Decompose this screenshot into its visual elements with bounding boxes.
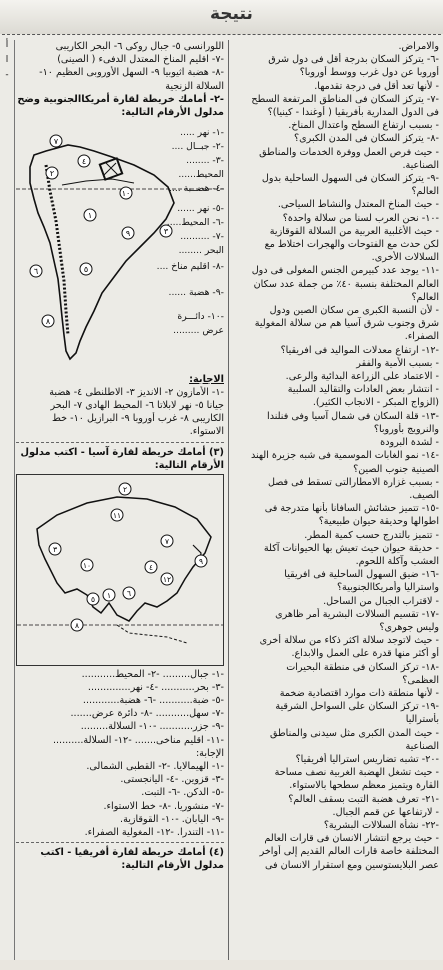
edge-glyph [0, 760, 14, 775]
map-label: -٦- المحيط..... [166, 216, 224, 228]
text-line: - بسبب الأمية والفقر [356, 357, 439, 369]
edge-glyph [0, 685, 14, 700]
edge-glyph [0, 655, 14, 670]
section-divider-2 [16, 842, 224, 843]
text-line: الكاريبى ٨- غرب أوروبا ٩- البرازيل ١٠- خط [52, 413, 224, 425]
edge-glyph [0, 640, 14, 655]
map-marker-number: ٥ [90, 594, 96, 604]
text-line: -٨- هضبة اثيوبيا ٩- السهل الأوروبى العظيم ١٠- [39, 67, 224, 79]
q3-fill-list [16, 668, 224, 840]
text-line: -١٢- ارتفاع معدلات المواليد فى افريقيا؟ [280, 344, 439, 356]
previous-answer [16, 40, 224, 93]
edge-glyph [0, 925, 14, 940]
map-marker-number: ٨ [45, 316, 51, 326]
q2-title: -٢- أمامك خريطة لقارة أمريكاالجنوبية وضح [17, 93, 224, 105]
edge-glyph [0, 775, 14, 790]
map-label: -٩- هضبة ...... [168, 286, 224, 298]
q2-answer [16, 386, 224, 439]
map-marker-number: ٣ [163, 226, 169, 236]
edge-glyph [0, 730, 14, 745]
text-line: -١٦- ضيق السهول الساحلية فى افريقيا [284, 569, 439, 581]
left-edge-column [0, 40, 15, 960]
map-marker-number: ٦ [126, 588, 132, 598]
text-line: شرق وجنوب شرق آسيا هم من سلالة المغولية [254, 318, 439, 330]
edge-glyph [0, 850, 14, 865]
map-marker-number: ٨ [74, 620, 80, 630]
map-marker-number: ٢ [122, 484, 128, 494]
text-line: -٢١- تعرف هضبة التبت بسقف العالم؟ [288, 793, 439, 805]
text-line: -٧- سهل........... -٨- دائرة عرض....... [70, 708, 224, 720]
edge-glyph [0, 310, 14, 325]
text-line: - لأنها منطقة ذات موارد اقتصادية ضخمة [279, 687, 439, 699]
text-line: -٣- بحر........... -٤- نهر.............. [87, 681, 224, 693]
text-line: والنرويج بأوروبا؟ [373, 423, 439, 435]
q4-subtitle: مدلول الأرقام التالية: [121, 860, 224, 872]
edge-glyph [0, 520, 14, 535]
edge-glyph [0, 325, 14, 340]
text-line: - حيث يرجع انتشار الانسان فى قارات العالم [264, 833, 439, 845]
text-line: -٥- ضبة........... -٦- هضبة............ [82, 695, 224, 707]
edge-glyph [0, 145, 14, 160]
text-line: العشب وآكلة اللحوم. [355, 555, 439, 567]
map-marker-number: ١١ [112, 510, 122, 520]
edge-glyph [0, 460, 14, 475]
edge-glyph [0, 250, 14, 265]
map-label: -١- نهر ..... [180, 126, 224, 138]
text-line: - لشدة البرودة [380, 437, 439, 449]
text-line: العظمى؟ [402, 674, 439, 686]
edge-glyph [0, 130, 14, 145]
edge-glyph [0, 550, 14, 565]
column-divider [228, 40, 229, 960]
q4-title: (٤) أمامك خريطة لقارة أفريقيا - اكتب [40, 847, 224, 859]
edge-glyph [0, 340, 14, 355]
text-line: - لارتفاعها عن قمم الجبال. [332, 806, 439, 818]
asia-map [16, 474, 224, 666]
text-line: العالم؟ [411, 186, 439, 198]
text-line: -١٨- تركز السكان فى منطقة البحيرات [286, 661, 439, 673]
map-label: -١٠- دائـــرة [177, 310, 224, 322]
text-line: الصناعية [405, 740, 439, 752]
text-line: عصر البلايستوسين ومع استقرار الانسان فى [265, 859, 439, 871]
text-line: الصناعية. [402, 159, 439, 171]
top-divider [2, 34, 441, 35]
edge-glyph [0, 175, 14, 190]
text-line: الصفراء. [404, 331, 439, 343]
edge-glyph [0, 355, 14, 370]
text-line: -٣- قزوين. -٤- اليانجستى. [120, 774, 224, 786]
edge-glyph [0, 610, 14, 625]
text-line: لكن حدث مع الفتوحات والهجرات اختلاط مع [264, 239, 439, 251]
text-line: -١١- اقليم مناخى....... -١٢- السلالة.......... [52, 734, 224, 746]
text-line: العالم المختلفة بنسبة ٤٠٪ من جملة عدد سكان [253, 278, 439, 290]
edge-glyph [0, 295, 14, 310]
right-column [231, 40, 439, 872]
text-line: -٧- اقليم المناخ المعتدل الدفىء ( الصينى) [57, 54, 224, 66]
text-line: -١١- يوجد عدد كبيرمن الجنس المغولى فى دول [251, 265, 439, 277]
map-marker-number: ٣ [52, 544, 58, 554]
q3-subtitle: الأرقام التالية: [154, 459, 224, 471]
edge-glyph [0, 385, 14, 400]
text-line: -١- الهيمالايا. -٢- القطبى الشمالى. [86, 761, 224, 773]
map-marker-number: ٢ [49, 168, 55, 178]
map-label: -٥- نهر ...... [177, 202, 224, 214]
edge-glyph: ا [5, 55, 9, 65]
q2-subtitle: مدلول الأرقام التالية: [121, 106, 224, 118]
edge-glyph [0, 490, 14, 505]
text-line: المختلفة خاصة قارات العالم القديم إلى أواخر [259, 846, 439, 858]
text-line: -٩- يتركز السكان فى السهول الساحلية بدول [261, 173, 439, 185]
edge-glyph [0, 445, 14, 460]
map-marker-number: ٩ [198, 556, 204, 566]
q2-answer-title: الاجابة: [189, 373, 224, 385]
text-line: اطوالها وحديقة حيوان طبيعية؟ [318, 516, 439, 528]
text-line: -١- جبال......... -٢- المحيط........... [81, 668, 224, 680]
text-line: الاستواء. [189, 426, 224, 438]
text-line: والامراض. [398, 41, 439, 52]
text-line: (الزواج المبكر - الانجاب الكثير). [312, 397, 439, 409]
text-line: بأستراليا [405, 714, 439, 726]
edge-glyph [0, 790, 14, 805]
edge-glyph [0, 115, 14, 130]
edge-glyph [0, 160, 14, 175]
map-marker-number: ٤ [81, 156, 87, 166]
edge-glyph [0, 190, 14, 205]
south-america-map [16, 121, 224, 371]
edge-glyph: - [5, 70, 9, 80]
text-line: - حيث لاتوجد سلالة اكثر ذكاء من سلالة أخرى [259, 635, 439, 647]
edge-glyph [0, 100, 14, 115]
map-marker-number: ٧ [164, 536, 170, 546]
text-line: -١٩- تركز السكان على السواحل الشرقية [275, 701, 439, 713]
text-line: -١- الأمازون ٢- الانديز ٣- الاطلنطى ٤- هضبة [49, 386, 224, 398]
map-marker-number: ٩ [125, 228, 131, 238]
map-label: المحيط...... [178, 168, 224, 180]
text-line: جيانا ٥- نهر لابلاتا ٦- المحيط الهادى ٧- البحر [50, 400, 224, 412]
text-line: - لاقتراب الجبال من الساحل. [323, 595, 439, 607]
map-label: -٤- هضــبة .... [169, 182, 224, 194]
edge-glyph [0, 220, 14, 235]
edge-glyph [0, 565, 14, 580]
text-line: - تتميز بالتدرج حسب كمية المطر. [304, 529, 439, 541]
text-line: - حيث المدن الكبرى مثل سيدنى والمناطق [270, 727, 439, 739]
text-line: السلالة الزنجية [165, 80, 224, 92]
text-line: - حديقة حيوان حيث تعيش بها الحيوانات آكلة [263, 542, 439, 554]
edge-glyph [0, 910, 14, 925]
text-line: - حيث المناخ المعتدل والنشاط السياحى. [277, 199, 439, 211]
edge-glyph [0, 475, 14, 490]
edge-glyph [0, 505, 14, 520]
edge-glyph: أ [5, 40, 9, 50]
text-line: -٧- يتركز السكان فى المناطق المرتفعة السطح [251, 93, 439, 105]
edge-glyph [0, 715, 14, 730]
map-marker-number: ١٢ [162, 574, 172, 584]
text-line: أوروبا عن دول غرب ووسط أوروبا؟ [299, 67, 439, 79]
text-line: -٩- اليابان. -١٠- القوقازية. [120, 813, 224, 825]
text-line: العالم؟ [411, 291, 439, 303]
edge-glyph [0, 280, 14, 295]
map-label: -٨- اقليم مناخ .... [156, 260, 224, 272]
text-line: - لأن النسبة الكبرى من سكان الصين ودول [269, 305, 439, 317]
map-marker-number: ٧ [53, 136, 59, 146]
q3-title: (٣) أمامك خريطة لقارة آسيا - اكتب مدلول [20, 446, 224, 458]
text-line: الصيف. [409, 489, 439, 501]
text-line: أو أكثر منها قدرة على العمل والابداع. [291, 648, 439, 660]
header-title: نتيجة [210, 4, 253, 24]
map-marker-number: ٥ [83, 264, 89, 274]
text-line: فى الدول المدارية بأفريقيا ( أوغندا - كينيا)؟ [267, 107, 439, 119]
text-line: اللورانسى ٥- جبال روكى ٦- البحر الكاريبى [55, 41, 224, 52]
map-label: -٢- جبــال .... [171, 140, 224, 152]
edge-glyph [0, 235, 14, 250]
map-label: البحر ........ [178, 244, 224, 256]
text-line: الإجابة: [195, 747, 224, 759]
edge-glyph [0, 205, 14, 220]
edge-glyph [0, 835, 14, 850]
asia-outline [17, 475, 223, 663]
text-line: - حيث فرص العمل ووفرة الخدمات والمناطق [259, 146, 439, 158]
edge-glyph [0, 370, 14, 385]
section-divider [16, 442, 224, 443]
text-line: القارة ويتميز معظم سطحها بالاستواء. [289, 780, 439, 792]
text-line: واستراليا وأمريكاالجنوبية؟ [336, 582, 439, 594]
edge-glyph [0, 535, 14, 550]
text-line: -١٥- تتميز حشائش السافانا بأنها متدرجة فى [264, 503, 439, 515]
text-line: -١١- التندرا. -١٢- المغولية الصفراء. [84, 827, 224, 839]
text-line: -٢٢- نشأة السلالات البشرية؟ [323, 819, 439, 831]
map-marker-number: ٦ [33, 266, 39, 276]
edge-glyph [0, 805, 14, 820]
edge-glyph [0, 580, 14, 595]
text-line: -٩- جزر........... -١٠- السلالة......... [80, 721, 224, 733]
text-line: -١٤- نمو الغابات الموسمية فى شبه جزيرة الهند [250, 450, 439, 462]
map-marker-number: ١٠ [82, 560, 92, 570]
text-line: - لأنها تعد أقل فى درجة تقدمها. [314, 80, 439, 92]
edge-glyph [0, 265, 14, 280]
text-line: - حيث تشغل الهضبة الغربية نصف مساحة [274, 767, 439, 779]
text-line: -٢٠- تشبه تضاريس استراليا أفريقيا؟ [295, 753, 439, 765]
text-line: -٥- الدكن. -٦- التبت. [141, 787, 224, 799]
edge-glyph [0, 625, 14, 640]
middle-column [16, 40, 224, 872]
map-marker-number: ٤ [148, 562, 154, 572]
edge-glyph [0, 880, 14, 895]
map-label: عرض ......... [173, 324, 224, 336]
text-line: - بسبب غزارة الامطارالتى تسقط فى فصل [267, 476, 439, 488]
map-label: -٣- ........ [186, 154, 224, 166]
edge-glyph [0, 415, 14, 430]
text-line: - بسبب ارتفاع السطح واعتدال المناخ. [288, 120, 439, 132]
text-line: - حيث الأغلبية العربية من السلالة القوقازية [269, 225, 439, 237]
edge-glyph [0, 430, 14, 445]
edge-glyph [0, 595, 14, 610]
text-line: -١٠- نحن العرب لسنا من سلالة واحدة؟ [282, 212, 439, 224]
text-line: -٧- منشوريا. -٨- خط الاستواء. [103, 800, 224, 812]
edge-glyph [0, 700, 14, 715]
edge-glyph [0, 895, 14, 910]
map-label: -٧- .......... [180, 230, 224, 242]
text-line: - الاعتماد على الزراعة البدائية والرعى. [285, 371, 439, 383]
text-line: -١٧- تقسيم السلالات البشرية أمر ظاهرى [275, 608, 439, 620]
map-marker-number: ١ [87, 210, 93, 220]
text-line: الصينية جنوب الصين؟ [353, 463, 439, 475]
edge-glyph [0, 940, 14, 955]
edge-glyph [0, 400, 14, 415]
top-band [0, 0, 443, 34]
text-line: -٦- يتركز السكان بدرجة أقل فى دول شرق [268, 54, 439, 66]
text-line: -٨- يتركز السكان فى المدن الكبرى؟ [294, 133, 439, 145]
edge-glyph [0, 955, 14, 970]
text-line: -١٣- قلة السكان فى شمال آسيا وفى فنلندا [267, 410, 439, 422]
text-line: السلالات الأخرى. [371, 252, 439, 264]
edge-glyph [0, 745, 14, 760]
text-line: - انتشار بعض العادات والتقاليد السلبية [287, 384, 439, 396]
text-line: وليس جوهرى؟ [379, 621, 439, 633]
edge-glyph [0, 865, 14, 880]
map-marker-number: ١ [106, 590, 112, 600]
edge-glyph [0, 670, 14, 685]
edge-glyph [0, 820, 14, 835]
map-marker-number: ١٠ [121, 188, 131, 198]
edge-glyph [0, 85, 14, 100]
